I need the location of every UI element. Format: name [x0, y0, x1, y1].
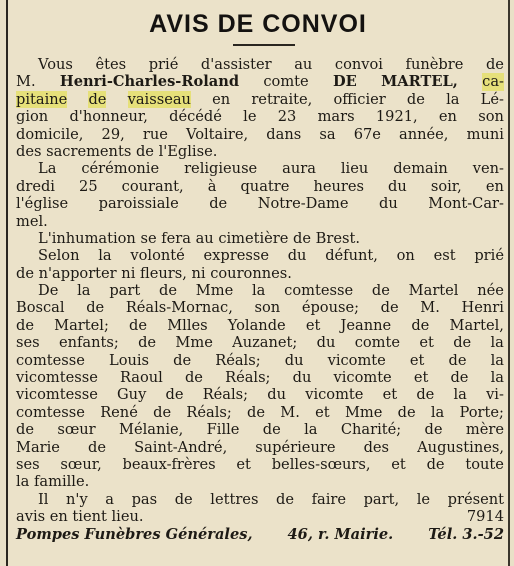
- reference-number: 7914: [466, 508, 504, 526]
- text-line: La cérémonie religieuse aura lieu demain ven-: [38, 160, 504, 178]
- title-divider: [233, 44, 295, 46]
- left-border: [6, 0, 8, 566]
- text-line: mel.: [16, 212, 48, 230]
- text-line: Il n'y a pas de lettres de faire part, le présent: [38, 490, 504, 508]
- text-line: domicile, 29, rue Voltaire, dans sa 67e année, muni: [16, 125, 504, 143]
- undertaker-phone: Tél. 3.-52: [428, 526, 504, 543]
- text-line: l'église paroissiale de Notre-Dame du Mont-Car-: [16, 195, 504, 213]
- right-border: [508, 0, 510, 566]
- undertaker-footer: [16, 526, 504, 543]
- text-line: vicomtesse Guy de Réals; du vicomte et de la vi-: [16, 386, 504, 404]
- text-line: ses enfants; de Mme Auzanet; du comte et de la: [16, 334, 504, 352]
- text-line: Marie de Saint-André, supérieure des Augustines,: [16, 438, 504, 456]
- text-line: dredi 25 courant, à quatre heures du soir, en: [16, 177, 504, 195]
- text-line: de sœur Mélanie, Fille de la Charité; de mère: [16, 421, 504, 439]
- text-line: De la part de Mme la comtesse de Martel née: [38, 282, 504, 300]
- text-line: ses sœur, beaux-frères et belles-sœurs, et de toute: [16, 455, 504, 473]
- undertaker-address: 46, r. Mairie.: [287, 526, 394, 543]
- text-line: des sacrements de l'Eglise.: [16, 142, 218, 160]
- notice-title: AVIS DE CONVOI: [149, 10, 367, 38]
- text-line: vicomtesse Raoul de Réals; du vicomte et de la: [16, 369, 504, 387]
- text-line: de Martel; de Mlles Yolande et Jeanne de Martel,: [16, 316, 504, 334]
- text-line: la famille.: [16, 473, 90, 491]
- text-line: pitaine de vaisseau en retraite, officier de la Lé-: [16, 90, 504, 108]
- text-line: L'inhumation se fera au cimetière de Brest.: [38, 229, 361, 247]
- notice-body: [16, 56, 504, 526]
- closing-line: avis en tient lieu.: [16, 508, 144, 526]
- text-line: gion d'honneur, décédé le 23 mars 1921, en son: [16, 108, 504, 126]
- text-line: Boscal de Réals-Mornac, son épouse; de M. Henri: [16, 299, 504, 317]
- text-line: [16, 508, 504, 525]
- text-line: Vous êtes prié d'assister au convoi funèbre de: [38, 56, 504, 73]
- text-line: comtesse René de Réals; de M. et Mme de la Porte;: [16, 403, 504, 421]
- undertaker-name: Pompes Funèbres Générales,: [16, 526, 253, 543]
- text-line: M. Henri-Charles-Roland comte DE MARTEL, ca-: [16, 73, 504, 91]
- text-line: de n'apporter ni fleurs, ni couronnes.: [16, 264, 292, 282]
- text-line: Selon la volonté expresse du défunt, on est prié: [38, 247, 504, 265]
- text-line: comtesse Louis de Réals; du vicomte et de la: [16, 351, 504, 369]
- notice-frame: [6, 0, 510, 566]
